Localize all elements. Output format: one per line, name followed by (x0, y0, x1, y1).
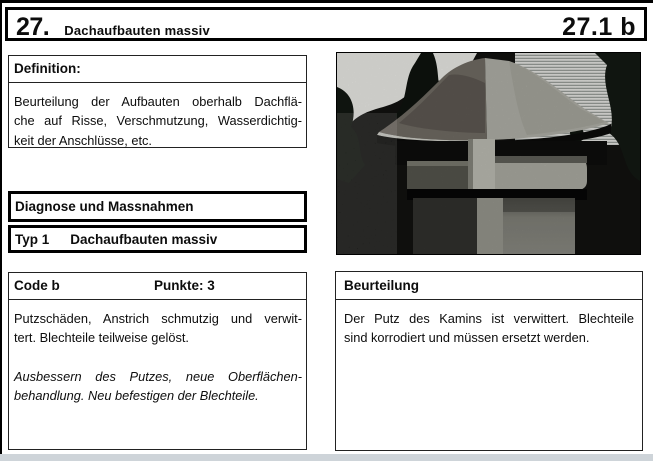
code-panel (8, 272, 307, 450)
beurteilung-panel (335, 271, 643, 451)
scan-left-edge (0, 0, 2, 461)
chapter-number: 27. (16, 13, 50, 41)
chimney-photo-svg (337, 53, 640, 254)
chapter-title: Dachaufbauten massiv (64, 23, 210, 38)
beurteilung-label: Beurteilung (336, 272, 642, 300)
code-panel-head (9, 273, 306, 300)
definition-panel (8, 55, 307, 148)
sheet-code: 27.1 b (562, 13, 636, 41)
diagnose-massnahmen-label: Diagnose und Massnahmen (15, 199, 194, 214)
code-panel-body (9, 300, 306, 405)
punkte-label: Punkte: 3 (154, 278, 215, 293)
code-diagnosis-text: Putzschäden, Anstrich schmutzig und verwit- tert. Blechteile teilweise gelöst. (14, 311, 302, 346)
code-label: Code b (14, 278, 60, 293)
chimney-photo (336, 52, 641, 255)
beurteilung-text: Der Putz des Kamins ist verwittert. Blechteile sind korrodiert und müssen ersetzt werden. (344, 311, 634, 346)
typ-label: Typ 1 (15, 231, 50, 247)
code-massnahmen-text: Ausbessern des Putzes, neue Oberflächen- behandlung. Neu befestigen der Blechteile. (14, 368, 302, 403)
diagnose-massnahmen-box (8, 191, 307, 222)
sheet-header (5, 7, 647, 41)
scan-top-edge (0, 0, 653, 3)
definition-label: Definition: (9, 56, 306, 83)
typ-box (8, 225, 307, 253)
typ-title: Dachaufbauten massiv (70, 231, 218, 247)
scan-bottom-strip (0, 454, 653, 461)
definition-text: Beurteilung der Aufbauten oberhalb Dachflä- che auf Risse, Verschmutzung, Wasserdichtig- keit der Anschlüsse, etc. (14, 94, 302, 148)
halftone-grain (337, 53, 640, 254)
